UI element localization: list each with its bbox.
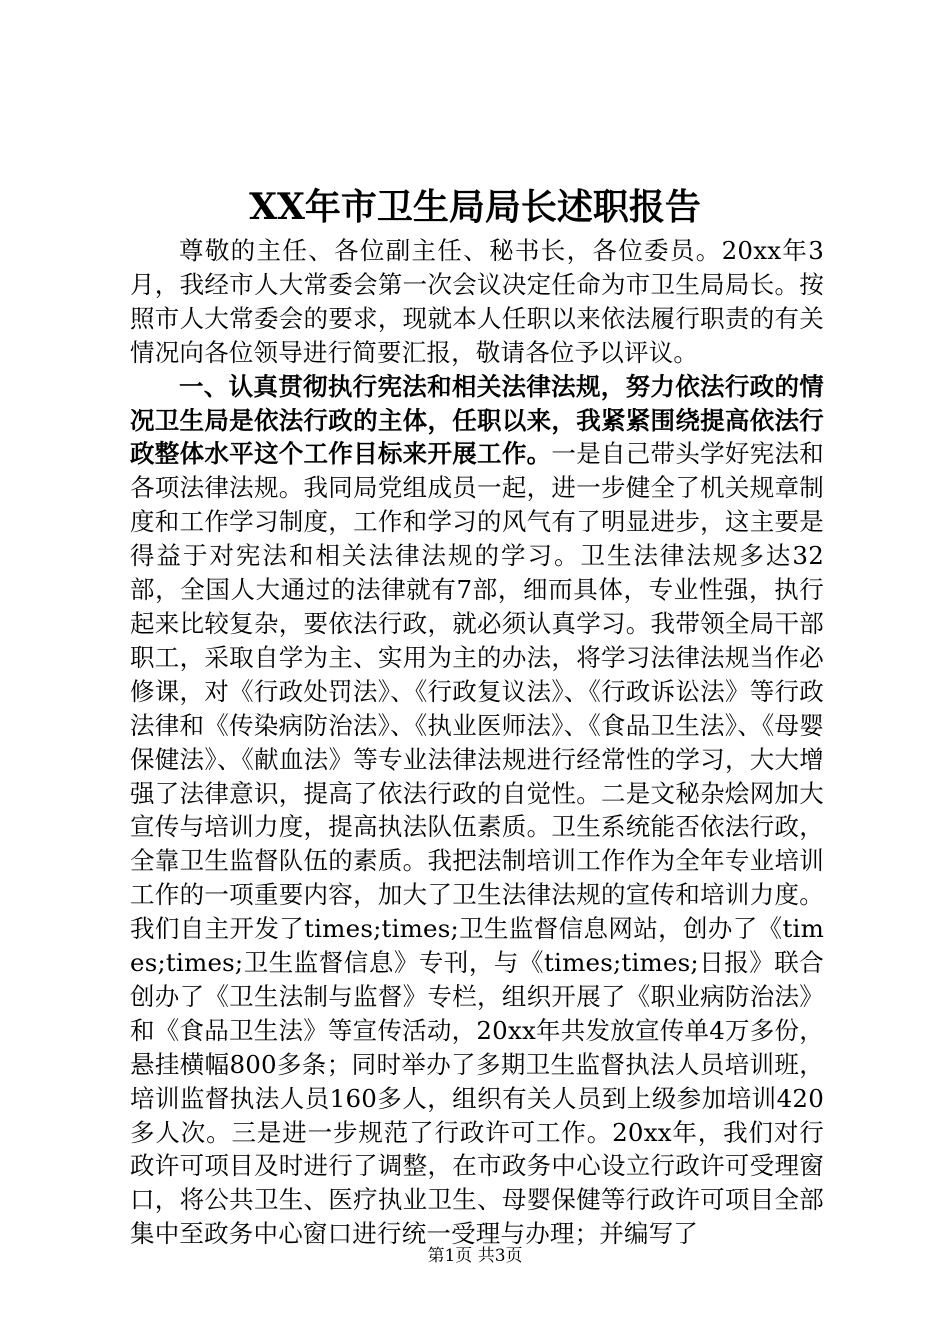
paragraph-text: 一是自己带头学好宪法和各项法律法规。我同局党组成员一起，进一步健全了机关规章制度和工作学习制度，工作和学习的风气有了明显进步，这主要是得益于对宪法和相关法律法规的学习。卫生法律法规多达32部，全国人大通过的法律就有7部，细而具体，专业性强，执行起来比较复杂，要依法行政，就必须认真学习。我带领全局干部职工，采取自学为主、实用为主的办法，将学习法律法规当作必修课，对《行政处罚法》、《行政复议法》、《行政诉讼法》等行政法律和《传染病防治法》、《执业医师法》、《食品卫生法》、《母婴保健法》、《献血法》等专业法律法规进行经常性的学习，大大增强了法律意识，提高了依法行政的自觉性。二是文秘杂烩网加大宣传与培训力度，提高执法队伍素质。卫生系统能否依法行政，全靠卫生监督队伍的素质。我把法制培训工作作为全年专业培训工作的一项重要内容，加大了卫生法律法规的宣传和培训力度。我们自主开发了times;times;卫生监督信息网站，创办了《times;times;卫生监督信息》专刊，与《times;times;日报》联合创办了《卫生法制与监督》专栏，组织开展了《职业病防治法》和《食品卫生法》等宣传活动，20xx年共发放宣传单4万多份，悬挂横幅800多条；同时举办了多期卫生监督执法人员培训班，培训监督执法人员160多人，组织有关人员到上级参加培训420多人次。三是进一步规范了行政许可工作。20xx年，我们对行政许可项目及时进行了调整，在市政务中心设立行政许可受理窗口，将公共卫生、医疗执业卫生、母婴保健等行政许可项目全部集中至政务中心窗口进行统一受理与办理；并编写了 bbox=[130, 439, 824, 1249]
paragraph-section-one bbox=[130, 370, 824, 1252]
page-footer: 第1页 共3页 bbox=[427, 1246, 523, 1266]
paragraph-text: 尊敬的主任、各位副主任、秘书长，各位委员。20xx年3月，我经市人大常委会第一次会议决定任命为市卫生局局长。按照市人大常委会的要求，现就本人任职以来依法履行职责的有关情况向各位领导进行简要汇报，敬请各位予以评议。 bbox=[130, 236, 824, 367]
document-body bbox=[130, 234, 824, 1251]
paragraph-greeting bbox=[130, 234, 824, 370]
document-title: XX年市卫生局局长述职报告 bbox=[249, 186, 701, 228]
section-heading-lead: 一、认真贯彻执行宪法和相关法律法规，努力依法行政的情况卫生局是依法行政的主体，任职以来，我紧紧围绕提高依法行政整体水平这个工作目标来开展工作。 bbox=[130, 371, 824, 469]
